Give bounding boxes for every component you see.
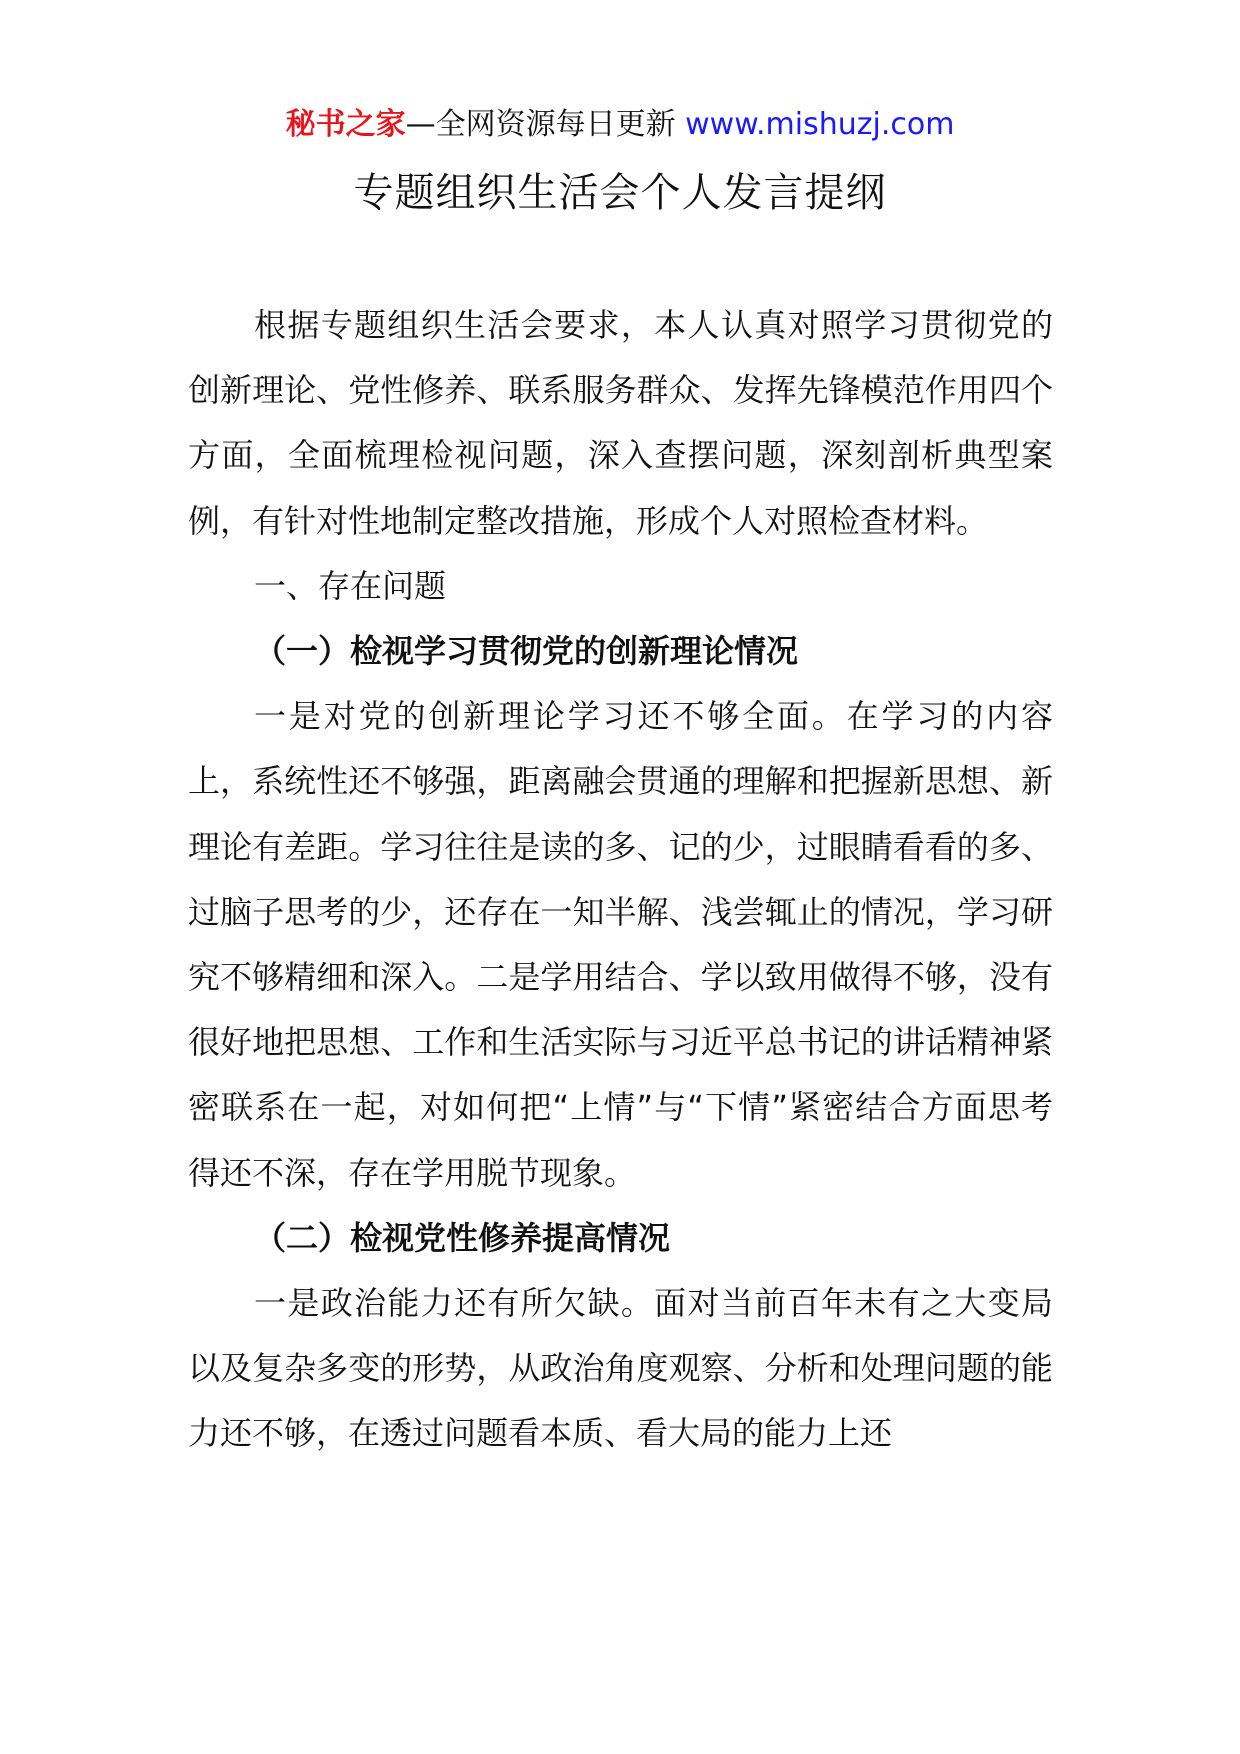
site-url-link[interactable]: www.mishuzj.com [685, 107, 955, 142]
site-tagline: —全网资源每日更新 [405, 107, 676, 142]
subsection-heading-2: （二）检视党性修养提高情况 [254, 1218, 671, 1257]
site-header [0, 100, 1240, 150]
intro-paragraph: 根据专题组织生活会要求，本人认真对照学习贯彻党的创新理论、党性修养、联系服务群众、发挥先锋模范作用四个方面，全面梳理检视问题，深入查摆问题，深刻剖析典型案例，有针对性地制定整改措施，形成个人对照检查材料。 [188, 306, 1053, 540]
document-title: 专题组织生活会个人发言提纲 [353, 170, 887, 216]
subsection-paragraph-1: 一是对党的创新理论学习还不够全面。在学习的内容上，系统性还不够强，距离融会贯通的理解和把握新思想、新理论有差距。学习往往是读的多、记的少，过眼睛看看的多、过脑子思考的少，还存在一知半解、浅尝辄止的情况，学习研究不够精细和深入。二是学用结合、学以致用做得不够，没有很好地把思想、工作和生活实际与习近平总书记的讲话精神紧密联系在一起，对如何把“上情”与“下情”紧密结合方面思考得还不深，存在学用脱节现象。 [188, 697, 1053, 1192]
document-body [188, 293, 1053, 1467]
subsection-heading-1: （一）检视学习贯彻党的创新理论情况 [254, 632, 799, 671]
section-heading: 一、存在问题 [254, 566, 447, 605]
subsection-paragraph-2: 一是政治能力还有所欠缺。面对当前百年未有之大变局以及复杂多变的形势，从政治角度观察、分析和处理问题的能力还不够，在透过问题看本质、看大局的能力上还 [188, 1284, 1053, 1453]
site-brand: 秘书之家 [285, 107, 406, 142]
